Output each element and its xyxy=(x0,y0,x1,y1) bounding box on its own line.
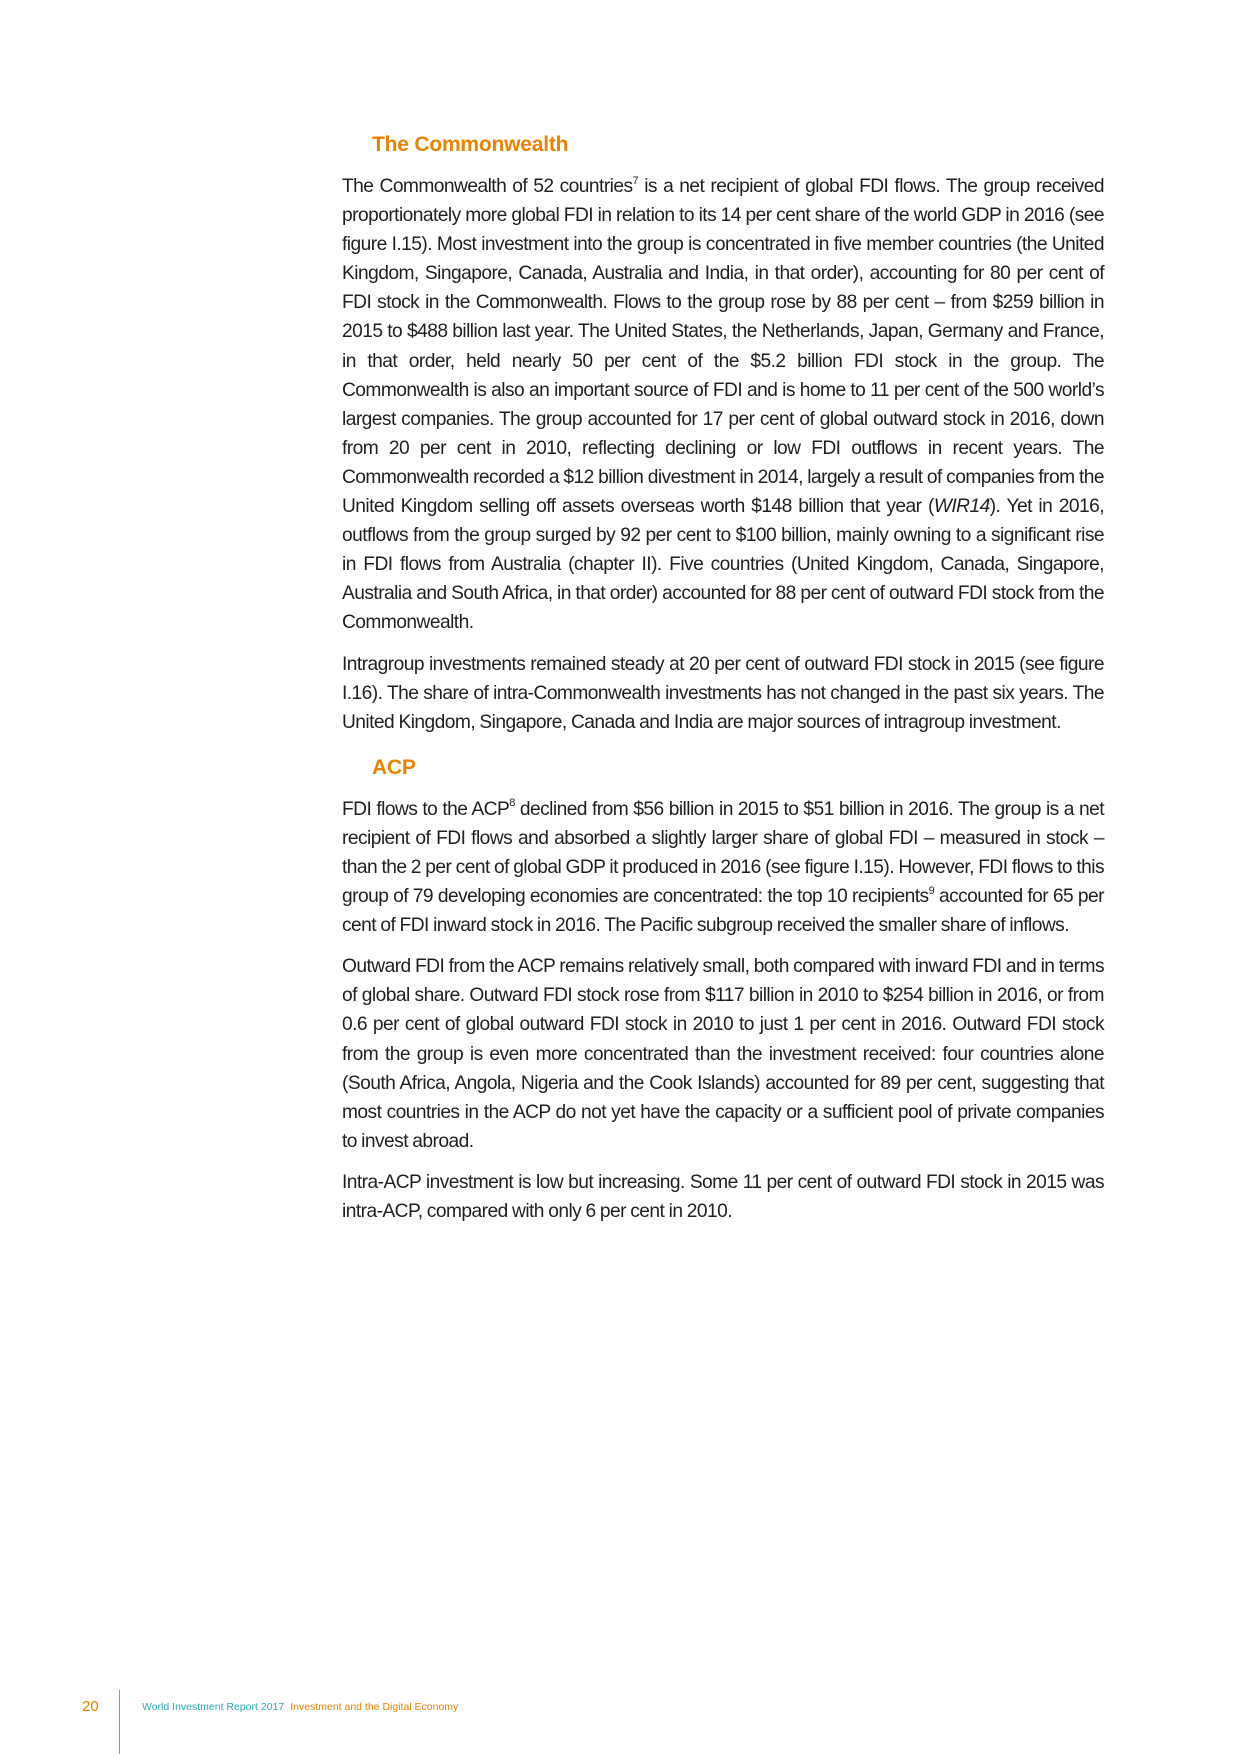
footer-running-title xyxy=(142,1699,458,1715)
footnote-ref[interactable]: 8 xyxy=(509,797,515,810)
section-heading-acp: ACP xyxy=(372,755,416,779)
footnote-ref[interactable]: 7 xyxy=(632,174,639,187)
footnote-ref[interactable]: 9 xyxy=(928,884,935,897)
page-footer xyxy=(0,1690,1240,1754)
paragraph: Intra-ACP investment is low but increasing. Some 11 per cent of outward FDI stock in 2015 was intra-ACP, compared with only 6 per cent in 2010. xyxy=(342,1171,1104,1222)
main-content xyxy=(342,130,1104,1238)
section-heading-commonwealth: The Commonwealth xyxy=(372,133,569,156)
paragraph: FDI flows to the ACP$^8$ declined from $56 billion in 2015 to $51 billion in 2016. The group is a net recipient of FDI flows and absorbed a slightly larger share of global FDI – measured in stock – than the 2 per cent of global GDP it produced in 2016 (see figure I.15). However, FDI flows to this group of 79 developing economies are concentrated: the top 10 recipients$^9$ accounted for 65 per cent of FDI inward stock in 2016. The Pacific subgroup received the smaller share of inflows. xyxy=(342,797,1105,937)
paragraph: Outward FDI from the ACP remains relatively small, both compared with inward FDI and in terms of global share. Outward FDI stock rose from $117 billion in 2010 to $254 billion in 2016, or from 0.6 per cent of global outward FDI stock in 2010 to just 1 per cent in 2016. Outward FDI stock from the group is even more concentrated than the investment received: four countries alone (South Africa, Angola, Nigeria and the Cook Islands) accounted for 89 per cent, suggesting that most countries in the ACP do not yet have the capacity or a sufficient pool of private companies to invest abroad. xyxy=(342,956,1104,1152)
report-title: World Investment Report 2017 xyxy=(142,1701,285,1713)
footer-divider xyxy=(119,1690,120,1754)
paragraph: Intragroup investments remained steady at 20 per cent of outward FDI stock in 2015 (see figure I.16). The share of intra-Commonwealth investments has not changed in the past six years. The United Kingdom, Singapore, Canada and India are major sources of intragroup investment. xyxy=(342,653,1104,733)
report-theme: Investment and the Digital Economy xyxy=(290,1701,459,1713)
page-number: 20 xyxy=(82,1698,99,1715)
citation: WIR14 xyxy=(933,496,990,518)
paragraph: The Commonwealth of 52 countries$^7$ is a net recipient of global FDI flows. The group received proportionately more global FDI in relation to its 14 per cent share of the world GDP in 2016 (see figure I.15). Most investment into the group is concentrated in five member countries (the United Kingdom, Singapore, Canada, Australia and India, in that order), accounting for 80 per cent of FDI stock in the Commonwealth. Flows to the group rose by 88 per cent – from $259 billion in 2015 to $488 billion last year. The United States, the Netherlands, Japan, Germany and France, in that order, held nearly 50 per cent of the $5.2 billion FDI stock in the group. The Commonwealth is also an important source of FDI and is home to 11 per cent of the 500 world’s largest companies. The group accounted for 17 per cent of global outward stock in 2016, down from 20 per cent in 2010, reflecting declining or low FDI outflows in recent years. The Commonwealth recorded a $12 billion divestment in 2014, largely a result of companies from the United Kingdom selling off assets overseas worth $148 billion that year (WIR14). Yet in 2016, outflows from the group surged by 92 per cent to $100 billion, mainly owning to a significant rise in FDI flows from Australia (chapter II). Five countries (United Kingdom, Canada, Singapore, Australia and South Africa, in that order) accounted for 88 per cent of outward FDI stock from the Commonwealth. xyxy=(342,174,1104,634)
